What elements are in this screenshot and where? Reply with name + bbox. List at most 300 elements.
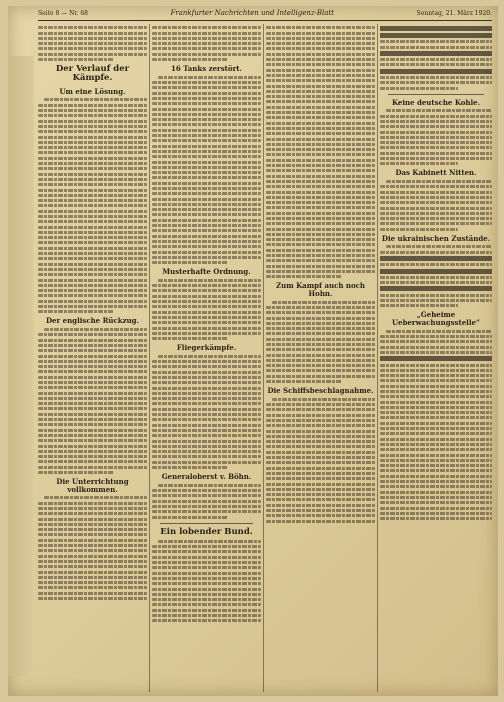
text-line (380, 299, 492, 302)
text-line (152, 145, 261, 148)
text-line (266, 338, 375, 341)
text-line (152, 47, 261, 50)
text-line (38, 381, 147, 384)
text-line (152, 572, 261, 575)
text-line (380, 351, 492, 354)
text-line (380, 136, 492, 139)
text-line (266, 403, 375, 406)
text-line (380, 364, 492, 367)
text-line (38, 109, 147, 112)
text-line (152, 139, 261, 142)
article-heading: 16 Tanks zerstört. (171, 64, 242, 74)
text-line (38, 450, 147, 453)
text-line (152, 577, 261, 580)
text-line (266, 354, 375, 357)
text-line (380, 87, 458, 90)
text-line (266, 369, 375, 372)
text-line (266, 132, 375, 135)
text-line (38, 305, 147, 308)
text-line (152, 402, 261, 405)
text-line (38, 125, 147, 128)
text-line (380, 356, 492, 361)
text-line (380, 335, 492, 338)
text-line (266, 90, 375, 93)
text-line (266, 26, 375, 29)
text-line (266, 364, 375, 367)
text-line (380, 286, 492, 291)
text-line (266, 185, 375, 188)
text-line (38, 215, 147, 218)
text-line (38, 220, 147, 223)
text-line (266, 58, 375, 61)
text-line (386, 109, 492, 112)
text-line (380, 69, 492, 74)
text-line (266, 169, 375, 172)
text-line (38, 167, 147, 170)
text-line (152, 129, 261, 132)
text-line (38, 284, 147, 287)
text-line (266, 483, 375, 486)
text-line (152, 337, 228, 340)
text-line (152, 166, 261, 169)
column-rule (263, 24, 264, 692)
text-line (158, 355, 261, 358)
column-4 (380, 24, 492, 692)
text-line (380, 480, 492, 483)
text-line (380, 125, 492, 128)
text-line (152, 332, 261, 335)
text-line (152, 321, 261, 324)
text-line (152, 224, 261, 227)
article-heading: Keine deutsche Kohle. (391, 97, 481, 107)
text-line (38, 210, 147, 213)
text-line (38, 53, 147, 56)
text-line (380, 191, 492, 194)
text-line (152, 134, 261, 137)
text-line (266, 222, 375, 225)
text-line (38, 114, 147, 117)
text-line (152, 376, 261, 379)
text-line (38, 370, 147, 373)
text-line (266, 275, 342, 278)
text-line (152, 42, 261, 45)
text-line (158, 76, 261, 79)
text-line (266, 430, 375, 433)
text-line (266, 122, 375, 125)
text-line (152, 360, 261, 363)
text-line (38, 136, 147, 139)
text-line (38, 565, 147, 568)
text-line (386, 330, 492, 333)
text-line (380, 76, 492, 79)
text-line (152, 235, 261, 238)
text-line (380, 411, 492, 414)
text-line (152, 305, 261, 308)
text-line (266, 477, 375, 480)
column-1 (38, 24, 147, 692)
text-line (152, 203, 261, 206)
text-line (380, 217, 492, 220)
text-line (38, 402, 147, 405)
article-heading: „Geheime Ueberwachungsstelle“ (392, 310, 480, 328)
text-line (152, 316, 261, 319)
text-line (266, 153, 375, 156)
text-line (38, 173, 147, 176)
text-line (380, 416, 492, 419)
text-line (152, 450, 261, 453)
text-line (380, 162, 458, 165)
text-line (152, 593, 261, 596)
text-line (38, 146, 147, 149)
text-line (152, 381, 261, 384)
text-line (38, 418, 147, 421)
text-line (152, 102, 261, 105)
text-line (38, 407, 147, 410)
text-line (38, 523, 147, 526)
text-line (38, 549, 147, 552)
text-line (380, 406, 492, 409)
text-line (380, 251, 492, 254)
text-line (152, 161, 261, 164)
text-line (152, 550, 261, 553)
text-line (266, 79, 375, 82)
text-line (152, 37, 261, 40)
text-line (38, 37, 147, 40)
text-line (152, 614, 261, 617)
text-line (380, 512, 492, 515)
text-line (38, 586, 147, 589)
text-line (380, 501, 492, 504)
text-line (266, 111, 375, 114)
text-line (266, 440, 375, 443)
text-line (152, 516, 228, 519)
text-line (266, 306, 375, 309)
text-line (38, 413, 147, 416)
text-line (266, 467, 375, 470)
text-line (152, 440, 261, 443)
text-line (38, 365, 147, 368)
text-line (266, 419, 375, 422)
text-line (152, 466, 228, 469)
text-line (152, 561, 261, 564)
text-line (266, 106, 375, 109)
text-line (152, 418, 261, 421)
text-line (38, 47, 147, 50)
text-line (380, 46, 492, 49)
text-line (380, 281, 492, 284)
text-line (152, 58, 228, 61)
text-line (152, 371, 261, 374)
text-line (38, 539, 147, 542)
text-line (152, 113, 261, 116)
text-line (380, 401, 492, 404)
text-line (266, 42, 375, 45)
text-line (152, 32, 261, 35)
text-line (380, 390, 492, 393)
text-line (38, 178, 147, 181)
text-line (380, 115, 492, 118)
text-line (266, 504, 375, 507)
text-line (44, 328, 147, 331)
text-line (272, 301, 375, 304)
text-line (152, 219, 261, 222)
text-line (158, 279, 261, 282)
text-line (38, 344, 147, 347)
text-line (380, 379, 492, 382)
text-line (152, 311, 261, 314)
text-line (38, 268, 147, 271)
text-line (152, 408, 261, 411)
text-line (380, 422, 492, 425)
text-line (152, 256, 261, 259)
text-line (152, 598, 261, 601)
text-line (38, 360, 147, 363)
text-line (266, 148, 375, 151)
text-line (38, 120, 147, 123)
text-line (38, 273, 147, 276)
text-line (266, 332, 375, 335)
text-line (152, 108, 261, 111)
text-line (266, 63, 375, 66)
text-line (266, 265, 375, 268)
text-line (38, 157, 147, 160)
text-line (380, 212, 492, 215)
text-line (152, 327, 261, 330)
article-heading: Die Unterrichtung vollkommen. (56, 477, 129, 494)
text-line (380, 369, 492, 372)
text-line (152, 150, 261, 153)
text-line (152, 187, 261, 190)
column-2 (152, 24, 261, 692)
text-line (38, 429, 147, 432)
text-line (380, 459, 492, 462)
text-line (152, 171, 261, 174)
text-line (38, 455, 147, 458)
divider (388, 94, 484, 95)
text-line (38, 42, 147, 45)
text-line (152, 609, 261, 612)
text-line (380, 346, 492, 349)
article-heading: Die ukrainischen Zustände. (381, 233, 491, 243)
text-line (38, 502, 147, 505)
text-line (38, 310, 114, 313)
text-line (38, 199, 147, 202)
text-line (38, 439, 147, 442)
text-line (380, 269, 492, 274)
text-line (152, 97, 261, 100)
text-line (266, 159, 375, 162)
text-line (380, 196, 492, 199)
text-line (38, 576, 147, 579)
text-line (38, 518, 147, 521)
text-line (152, 582, 261, 585)
text-line (38, 104, 147, 107)
text-line (38, 141, 147, 144)
text-line (380, 33, 492, 38)
text-line (152, 176, 261, 179)
text-line (152, 489, 261, 492)
text-line (380, 340, 492, 343)
text-line (38, 300, 147, 303)
text-line (380, 120, 492, 123)
text-line (152, 619, 261, 622)
text-line (38, 279, 147, 282)
text-line (44, 496, 147, 499)
text-line (38, 333, 147, 336)
text-line (38, 58, 114, 61)
text-line (266, 514, 375, 517)
text-line (380, 276, 492, 279)
text-line (266, 138, 375, 141)
text-line (380, 131, 492, 134)
article-heading: Zum Kampf auch noch Hohn. (276, 281, 365, 298)
text-line (152, 545, 261, 548)
text-line (152, 461, 261, 464)
text-line (152, 295, 261, 298)
text-line (38, 386, 147, 389)
text-line (266, 414, 375, 417)
text-line (152, 300, 261, 303)
text-line (266, 32, 375, 35)
text-line (38, 231, 147, 234)
text-line (380, 517, 492, 520)
text-line (152, 208, 261, 211)
text-line (266, 206, 375, 209)
text-line (38, 544, 147, 547)
article-heading: Musterhafte Ordnung. (162, 267, 251, 277)
text-line (38, 460, 147, 463)
text-line (266, 520, 375, 523)
article-heading: Fliegerkämpfe. (176, 343, 237, 353)
text-line (152, 556, 261, 559)
text-line (266, 74, 375, 77)
text-line (380, 263, 492, 266)
text-line (38, 263, 147, 266)
article-heading: Das Kabinett Nitten. (395, 168, 477, 178)
text-line (38, 560, 147, 563)
text-line (266, 270, 375, 273)
text-line (152, 123, 261, 126)
text-line (380, 58, 492, 61)
text-line (380, 432, 492, 435)
text-line (266, 445, 375, 448)
text-line (152, 424, 261, 427)
text-line (38, 204, 147, 207)
text-line (152, 429, 261, 432)
text-line (38, 183, 147, 186)
text-line (266, 127, 375, 130)
text-line (38, 252, 147, 255)
text-line (266, 254, 375, 257)
text-line (380, 207, 492, 210)
text-line (152, 434, 261, 437)
text-line (266, 53, 375, 56)
text-line (386, 245, 492, 248)
text-line (266, 327, 375, 330)
text-line (380, 464, 492, 467)
issue-date: Sonntag, 21. März 1920. (416, 9, 492, 17)
text-line (152, 92, 261, 95)
text-line (380, 81, 492, 84)
column-3 (266, 24, 375, 692)
masthead (38, 6, 492, 21)
text-line (266, 37, 375, 40)
text-line (38, 289, 147, 292)
text-line (380, 448, 492, 451)
text-line (272, 398, 375, 401)
text-line (38, 376, 147, 379)
text-line (152, 284, 261, 287)
text-line (152, 494, 261, 497)
text-line (380, 185, 492, 188)
article-heading: Der englische Rückzug. (45, 316, 139, 326)
text-line (380, 469, 492, 472)
text-line (266, 317, 375, 320)
text-line (380, 141, 492, 144)
text-line (38, 466, 147, 469)
text-line (380, 51, 492, 56)
text-line (38, 257, 147, 260)
text-line (266, 424, 375, 427)
text-line (38, 528, 147, 531)
text-line (152, 289, 261, 292)
text-line (38, 555, 147, 558)
text-line (152, 229, 261, 232)
column-rule (149, 24, 150, 692)
text-line (38, 445, 147, 448)
text-line (380, 443, 492, 446)
text-line (266, 359, 375, 362)
article-heading: Die Schiffsbeschlagnahme. (267, 386, 374, 396)
text-line (266, 180, 375, 183)
text-line (158, 484, 261, 487)
text-line (380, 201, 492, 204)
text-line (152, 387, 261, 390)
text-line (152, 603, 261, 606)
text-line (152, 510, 261, 513)
text-line (266, 196, 375, 199)
text-line (38, 533, 147, 536)
text-line (380, 26, 492, 31)
text-line (152, 413, 261, 416)
text-line (152, 26, 261, 29)
text-line (38, 581, 147, 584)
text-line (38, 162, 147, 165)
text-line (380, 157, 492, 160)
text-line (380, 294, 492, 297)
text-line (266, 509, 375, 512)
text-line (152, 365, 261, 368)
text-line (158, 540, 261, 543)
page-number: Seite 8 — Nr. 68 (38, 9, 88, 17)
text-line (266, 238, 375, 241)
text-line (266, 375, 375, 378)
text-line (38, 423, 147, 426)
text-line (266, 435, 375, 438)
text-line (266, 348, 375, 351)
text-line (380, 496, 492, 499)
text-line (152, 192, 261, 195)
text-line (38, 434, 147, 437)
text-line (386, 180, 492, 183)
text-line (266, 408, 375, 411)
text-line (266, 472, 375, 475)
text-line (152, 245, 261, 248)
text-line (380, 395, 492, 398)
text-line (152, 86, 261, 89)
text-line (266, 451, 375, 454)
article-subheading: Um eine Lösung. (59, 86, 126, 96)
